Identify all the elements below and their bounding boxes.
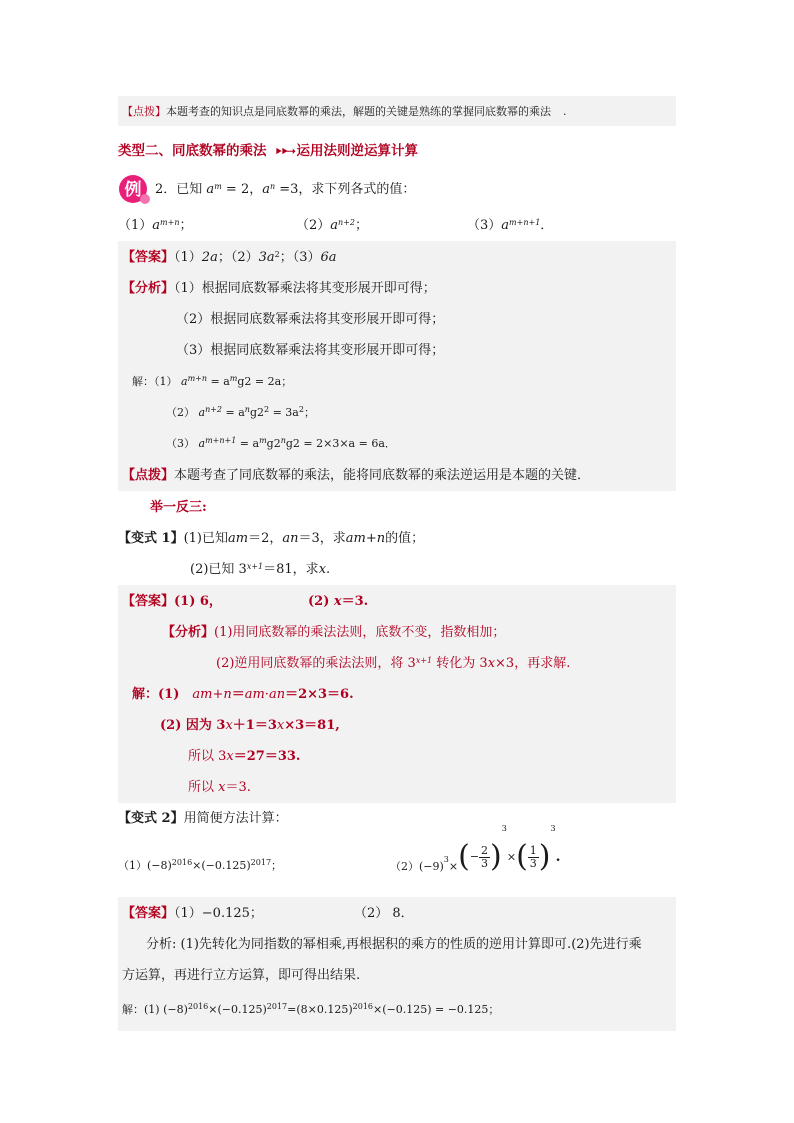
- solution2-line-3: 所以 3x＝27＝33.: [188, 749, 301, 764]
- solution2-line-1: 解：(1) am+n＝am·an＝2×3＝6.: [132, 687, 354, 702]
- example-prompt: 2．已知 $a^m = 2$，$a^n =3$，求下列各式的值：: [155, 182, 416, 197]
- question-1: $(1)a^{m+n}$；: [118, 218, 193, 233]
- answer-line-1: 【答案】（1）2a；$(2)3a^2$；（3）6a: [122, 250, 337, 265]
- question-2: $(2)a^{n+2}$；: [296, 218, 369, 233]
- variant1-line-2: (2)已知 $3^{x+1}=81$，求x.: [190, 562, 331, 577]
- analysis-line-3: （3）根据同底数幂乘法将其变形展开即可得；: [176, 343, 445, 358]
- example-badge-icon: [118, 171, 152, 205]
- solution2-line-4: 所以 x＝3.: [188, 780, 251, 795]
- answer-line-3b: （2） 8．: [354, 906, 414, 921]
- practice-heading: 举一反三:: [150, 500, 207, 515]
- answer-line-3: 【答案】（1）−0.125；: [122, 906, 263, 921]
- variant2-question-1: $(1)(-8)^{2016}\times(-0.125)^{2017}$；: [118, 858, 283, 872]
- analysis2-line-2: (2)逆用同底数幂的乘法法则，将 $3^{x+1}$ 转化为 3x×3，再求解.: [216, 656, 571, 671]
- answer-line-2: 【答案】(1) 6，: [122, 594, 222, 609]
- analysis-line-2: （2）根据同底数幂乘法将其变形展开即可得；: [176, 312, 445, 327]
- answer-line-2b: (2) x＝3.: [308, 594, 369, 609]
- tip-line-2: 【点拨】本题考查了同底数幂的乘法，能将同底数幂的乘法逆运用是本题的关键．: [122, 468, 591, 483]
- question-3: $(3)a^{m+n+1}$．: [467, 218, 554, 233]
- solution-box-2: [118, 585, 676, 803]
- tip-box-1: [118, 96, 676, 126]
- fraction-1: $\frac{2}{3}$: [481, 843, 489, 870]
- variant2-line-1: 【变式 2】用简便方法计算：: [118, 811, 288, 826]
- analysis3-line-2: 方运算，再进行立方运算，即可得出结果.: [122, 968, 361, 983]
- solution-line-2: （2） $a^{n+2} = a^ng2^2 = 3a^2$；: [166, 405, 315, 419]
- section-subtitle: 运用法则逆运算计算: [296, 143, 418, 159]
- analysis3-line-1: 分析: (1)先转化为同指数的幂相乘,再根据积的乘方的性质的逆用计算即可.(2)先进行乘: [146, 937, 642, 952]
- solution-box-3: [118, 897, 676, 1031]
- analysis2-line-1: 【分析】(1)用同底数幂的乘法法则，底数不变，指数相加；: [162, 625, 506, 640]
- solution-line-1: 解：（1） $a^{m+n} = a^mg2 = 2a$；: [132, 374, 293, 388]
- tip-line-1: 【点拨】本题考查的知识点是同底数幂的乘法，解题的关键是熟练的掌握同底数幂的乘法 .: [122, 105, 567, 118]
- solution3-line-1: 解：(1) $(-8)^{2016}\times(-0.125)^{2017}=(8\times 0.125)^{2016}\times(-0.125) = -0.125$；: [122, 1002, 500, 1016]
- fraction-2: $\frac{1}{3}$: [529, 843, 537, 870]
- variant1-line-1: 【变式 1】(1)已知am＝2，an＝3，求am+n的值；: [118, 531, 425, 546]
- solution-box-1: [118, 241, 676, 491]
- variant2-question-2: $(2)(-9)^3\times(-$ $\frac{2}{3}$ )$^3$×( $\frac{1}{3}$ )$^3$.: [390, 824, 561, 874]
- section-heading: [118, 143, 418, 161]
- section-title: 类型二、同底数幂的乘法: [118, 143, 267, 159]
- solution2-line-2: (2) 因为 3x＋1＝3x×3＝81,: [160, 718, 340, 733]
- arrow-icon: ⯈⯈➝: [274, 147, 294, 158]
- tip-text: 本题考查的知识点是同底数幂的乘法，解题的关键是熟练的掌握同底数幂的乘法: [166, 105, 551, 118]
- example-badge-text: 例: [124, 180, 142, 200]
- tip-tag: 【点拨】: [122, 105, 166, 118]
- solution-line-3: （3） $a^{m+n+1} = a^mg2^ng2 = 2\times 3\times a = 6a$．: [166, 436, 396, 450]
- analysis-line-1: 【分析】（1）根据同底数幂乘法将其变形展开即可得；: [122, 281, 436, 296]
